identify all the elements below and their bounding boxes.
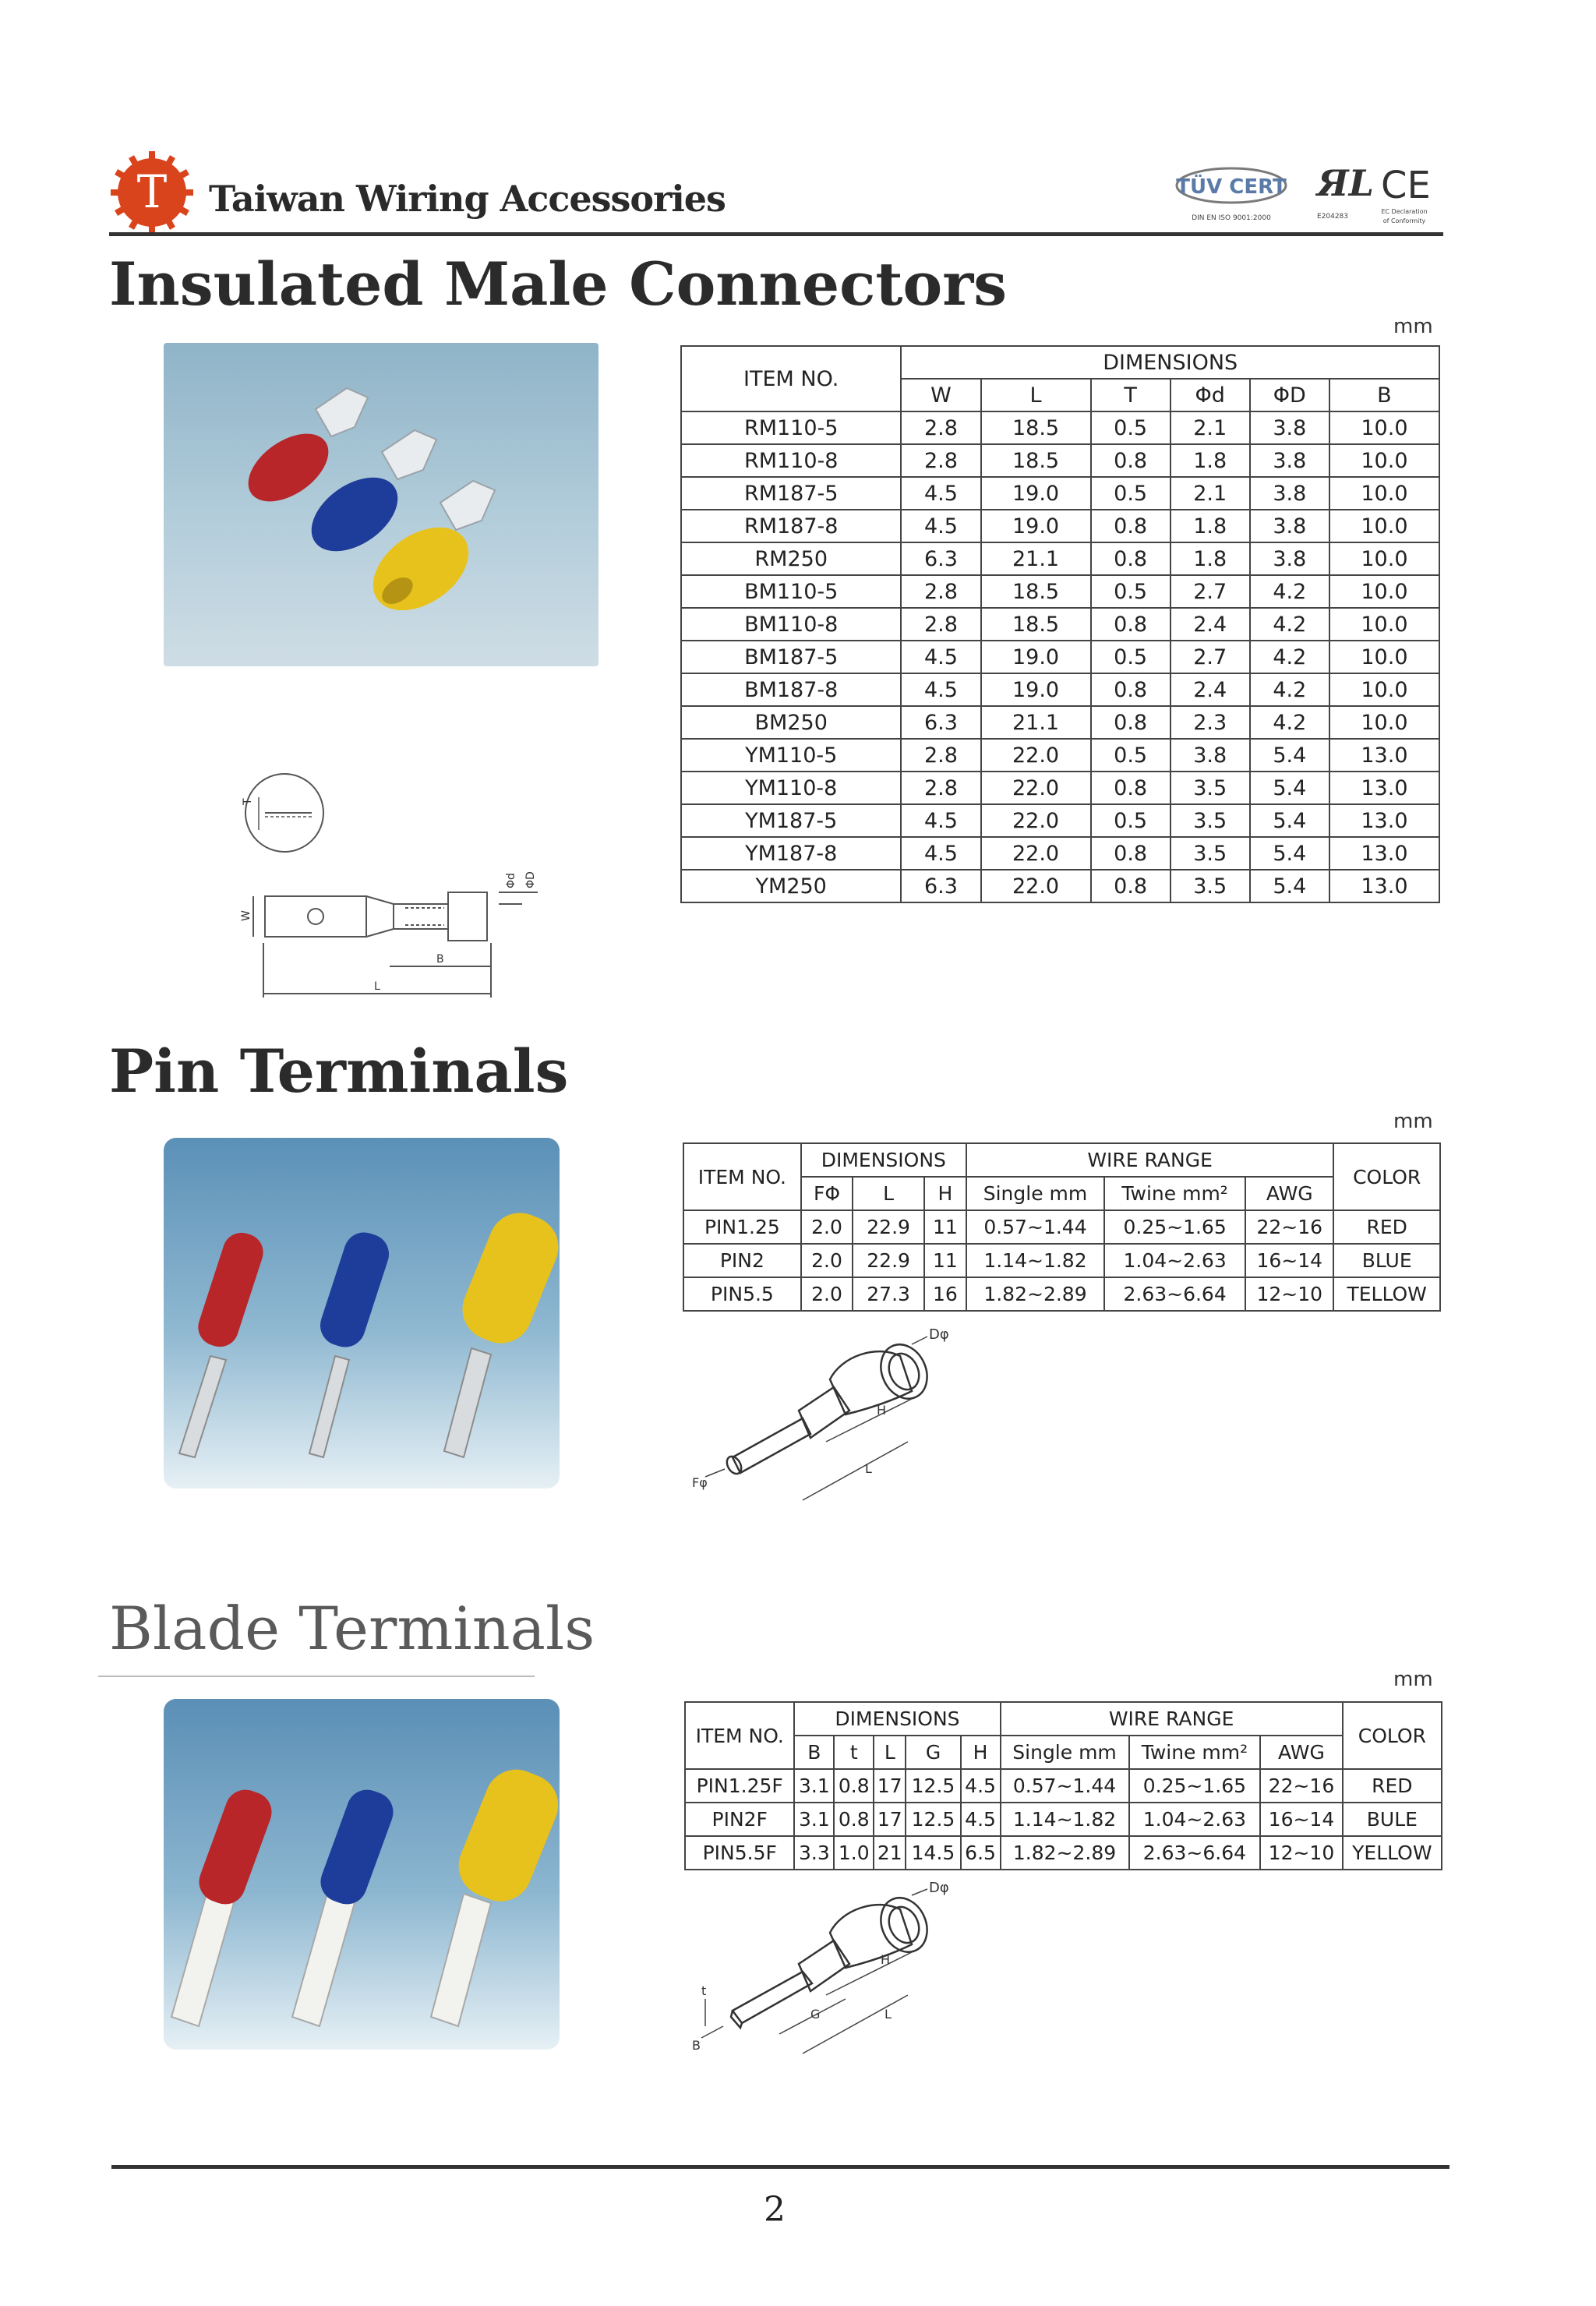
table-cell: 1.04~2.63 bbox=[1129, 1803, 1261, 1836]
table-cell: 22~16 bbox=[1260, 1769, 1342, 1803]
item-no-cell: BM110-5 bbox=[681, 575, 901, 608]
table-cell: 10.0 bbox=[1329, 608, 1439, 641]
table-row bbox=[685, 1803, 1442, 1836]
table-row bbox=[681, 772, 1439, 804]
svg-text:B: B bbox=[436, 953, 444, 966]
table-row bbox=[681, 673, 1439, 706]
table-cell: RED bbox=[1333, 1210, 1440, 1244]
brand-name: Taiwan Wiring Accessories bbox=[209, 178, 726, 220]
table-row bbox=[681, 542, 1439, 575]
table-cell: 2.0 bbox=[801, 1210, 853, 1244]
table-cell: 18.5 bbox=[981, 411, 1091, 444]
table-cell: 18.5 bbox=[981, 444, 1091, 477]
table-cell: 5.4 bbox=[1250, 870, 1329, 902]
blade-terminals-table bbox=[684, 1701, 1442, 1870]
svg-text:ΦD: ΦD bbox=[524, 871, 537, 888]
table-cell: 2.4 bbox=[1171, 673, 1250, 706]
item-no-cell: PIN2F bbox=[685, 1803, 794, 1836]
table-cell: 2.3 bbox=[1171, 706, 1250, 739]
table-cell: 6.3 bbox=[901, 870, 980, 902]
table-cell: 3.5 bbox=[1171, 870, 1250, 902]
col-header: Twine mm² bbox=[1104, 1177, 1245, 1210]
table-cell: 1.14~1.82 bbox=[966, 1244, 1104, 1277]
col-header: Twine mm² bbox=[1129, 1736, 1261, 1769]
item-no-cell: YM187-5 bbox=[681, 804, 901, 837]
table-cell: 1.8 bbox=[1171, 444, 1250, 477]
item-no-cell: PIN5.5 bbox=[683, 1277, 801, 1311]
svg-text:E204283: E204283 bbox=[1316, 213, 1349, 221]
table-cell: 2.0 bbox=[801, 1277, 853, 1311]
col-header: AWG bbox=[1245, 1177, 1333, 1210]
col-header: L bbox=[853, 1177, 924, 1210]
table-cell: 0.5 bbox=[1091, 804, 1171, 837]
table-cell: 2.1 bbox=[1171, 477, 1250, 510]
table-cell: 1.04~2.63 bbox=[1104, 1244, 1245, 1277]
table-row bbox=[683, 1210, 1440, 1244]
table-cell: 21.1 bbox=[981, 706, 1091, 739]
table-cell: 3.5 bbox=[1171, 837, 1250, 870]
item-no-cell: PIN2 bbox=[683, 1244, 801, 1277]
table-cell: 3.5 bbox=[1171, 804, 1250, 837]
col-header: ΦD bbox=[1250, 379, 1329, 411]
svg-text:L: L bbox=[374, 980, 380, 993]
table-cell: 19.0 bbox=[981, 477, 1091, 510]
table-cell: 11 bbox=[924, 1244, 966, 1277]
table-row bbox=[683, 1244, 1440, 1277]
item-no-header: ITEM NO. bbox=[681, 346, 901, 411]
table-cell: 4.5 bbox=[961, 1769, 1001, 1803]
wire-range-header: WIRE RANGE bbox=[1001, 1702, 1343, 1736]
svg-text:Dφ: Dφ bbox=[929, 1326, 949, 1343]
table-cell: 3.8 bbox=[1250, 444, 1329, 477]
table-row bbox=[681, 641, 1439, 673]
col-header: W bbox=[901, 379, 980, 411]
table-cell: 2.1 bbox=[1171, 411, 1250, 444]
svg-text:T: T bbox=[242, 798, 254, 805]
col-header: FΦ bbox=[801, 1177, 853, 1210]
table-cell: 16~14 bbox=[1260, 1803, 1342, 1836]
item-no-header: ITEM NO. bbox=[683, 1143, 801, 1210]
item-no-cell: PIN5.5F bbox=[685, 1836, 794, 1870]
table-cell: 1.8 bbox=[1171, 542, 1250, 575]
table-cell: 19.0 bbox=[981, 641, 1091, 673]
table-cell: 0.5 bbox=[1091, 411, 1171, 444]
table-cell: 14.5 bbox=[906, 1836, 960, 1870]
table-cell: 12.5 bbox=[906, 1803, 960, 1836]
blade-unit-label: mm bbox=[1393, 1668, 1433, 1691]
blade-terminals-photo bbox=[164, 1699, 560, 2050]
table-cell: 4.5 bbox=[901, 510, 980, 542]
table-cell: 1.82~2.89 bbox=[1001, 1836, 1129, 1870]
table-cell: 2.0 bbox=[801, 1244, 853, 1277]
svg-text:CE: CE bbox=[1381, 164, 1431, 207]
table-row bbox=[681, 411, 1439, 444]
item-no-cell: PIN1.25 bbox=[683, 1210, 801, 1244]
item-no-cell: RM187-5 bbox=[681, 477, 901, 510]
col-header: L bbox=[981, 379, 1091, 411]
table-cell: 2.8 bbox=[901, 444, 980, 477]
table-row bbox=[681, 804, 1439, 837]
blade-title-underline bbox=[98, 1676, 535, 1677]
table-row bbox=[685, 1769, 1442, 1803]
table-row bbox=[681, 837, 1439, 870]
table-cell: 13.0 bbox=[1329, 870, 1439, 902]
table-cell: YELLOW bbox=[1343, 1836, 1442, 1870]
item-no-cell: YM110-5 bbox=[681, 739, 901, 772]
table-cell: 16 bbox=[924, 1277, 966, 1311]
table-cell: 22.0 bbox=[981, 837, 1091, 870]
table-cell: 18.5 bbox=[981, 575, 1091, 608]
table-cell: 10.0 bbox=[1329, 477, 1439, 510]
table-cell: 0.8 bbox=[1091, 510, 1171, 542]
table-cell: 3.8 bbox=[1250, 510, 1329, 542]
table-cell: 5.4 bbox=[1250, 739, 1329, 772]
table-row bbox=[681, 739, 1439, 772]
table-cell: 0.5 bbox=[1091, 575, 1171, 608]
table-cell: 10.0 bbox=[1329, 444, 1439, 477]
ce-mark bbox=[1381, 164, 1431, 224]
pin-terminals-title: Pin Terminals bbox=[109, 1036, 569, 1106]
company-logo bbox=[109, 150, 195, 235]
ul-mark bbox=[1315, 162, 1374, 221]
table-cell: 22.0 bbox=[981, 772, 1091, 804]
table-cell: 0.8 bbox=[1091, 706, 1171, 739]
table-cell: 3.8 bbox=[1250, 477, 1329, 510]
table-cell: 3.3 bbox=[794, 1836, 834, 1870]
item-no-cell: BM187-8 bbox=[681, 673, 901, 706]
table-cell: 13.0 bbox=[1329, 772, 1439, 804]
table-cell: 1.8 bbox=[1171, 510, 1250, 542]
table-cell: 0.8 bbox=[834, 1769, 874, 1803]
svg-text:G: G bbox=[810, 2007, 821, 2022]
table-cell: 1.82~2.89 bbox=[966, 1277, 1104, 1311]
dimensions-header: DIMENSIONS bbox=[801, 1143, 966, 1177]
table-cell: 0.5 bbox=[1091, 739, 1171, 772]
table-cell: 0.8 bbox=[1091, 772, 1171, 804]
table-cell: 22.9 bbox=[853, 1210, 924, 1244]
table-cell: 0.8 bbox=[1091, 673, 1171, 706]
svg-text:t: t bbox=[701, 1983, 707, 1998]
table-cell: 16~14 bbox=[1245, 1244, 1333, 1277]
table-cell: 2.7 bbox=[1171, 641, 1250, 673]
item-no-cell: PIN1.25F bbox=[685, 1769, 794, 1803]
table-cell: 6.3 bbox=[901, 706, 980, 739]
table-cell: 21 bbox=[874, 1836, 906, 1870]
table-cell: 2.8 bbox=[901, 772, 980, 804]
svg-text:Φd: Φd bbox=[505, 873, 517, 888]
table-cell: 12~10 bbox=[1245, 1277, 1333, 1311]
table-cell: TELLOW bbox=[1333, 1277, 1440, 1311]
col-header: T bbox=[1091, 379, 1171, 411]
table-cell: 22.9 bbox=[853, 1244, 924, 1277]
col-header: B bbox=[794, 1736, 834, 1769]
pin-unit-label: mm bbox=[1393, 1110, 1433, 1133]
table-cell: 10.0 bbox=[1329, 706, 1439, 739]
table-cell: 18.5 bbox=[981, 608, 1091, 641]
pin-terminals-table bbox=[683, 1142, 1441, 1312]
table-cell: 22.0 bbox=[981, 870, 1091, 902]
table-cell: 4.2 bbox=[1250, 673, 1329, 706]
svg-text:TÜV CERT: TÜV CERT bbox=[1176, 175, 1287, 199]
table-row bbox=[681, 870, 1439, 902]
logo-letter: T bbox=[136, 165, 168, 218]
svg-text:Dφ: Dφ bbox=[929, 1880, 949, 1896]
tuv-cert-mark bbox=[1176, 168, 1287, 222]
svg-text:W: W bbox=[240, 910, 252, 921]
table-cell: 22~16 bbox=[1245, 1210, 1333, 1244]
col-header: Single mm bbox=[966, 1177, 1104, 1210]
table-cell: 2.8 bbox=[901, 739, 980, 772]
table-cell: 11 bbox=[924, 1210, 966, 1244]
header-rule bbox=[109, 232, 1443, 236]
table-cell: 4.5 bbox=[961, 1803, 1001, 1836]
col-header: t bbox=[834, 1736, 874, 1769]
item-no-cell: YM187-8 bbox=[681, 837, 901, 870]
table-cell: 13.0 bbox=[1329, 837, 1439, 870]
table-row bbox=[681, 575, 1439, 608]
svg-text:B: B bbox=[692, 2038, 701, 2053]
item-no-cell: RM187-8 bbox=[681, 510, 901, 542]
table-cell: 4.5 bbox=[901, 477, 980, 510]
dimensions-header: DIMENSIONS bbox=[794, 1702, 1000, 1736]
table-cell: 13.0 bbox=[1329, 804, 1439, 837]
table-cell: 2.63~6.64 bbox=[1129, 1836, 1261, 1870]
table-cell: 3.8 bbox=[1250, 542, 1329, 575]
footer-rule bbox=[111, 2165, 1449, 2169]
table-cell: 10.0 bbox=[1329, 411, 1439, 444]
col-header: Single mm bbox=[1001, 1736, 1129, 1769]
table-cell: 3.1 bbox=[794, 1769, 834, 1803]
table-cell: 3.1 bbox=[794, 1803, 834, 1836]
color-header: COLOR bbox=[1343, 1702, 1442, 1769]
svg-text:of Conformity: of Conformity bbox=[1382, 217, 1426, 224]
male-connectors-photo bbox=[164, 343, 598, 666]
table-row bbox=[681, 510, 1439, 542]
table-cell: 0.25~1.65 bbox=[1104, 1210, 1245, 1244]
table-cell: 10.0 bbox=[1329, 542, 1439, 575]
item-no-cell: RM110-5 bbox=[681, 411, 901, 444]
svg-text:Fφ: Fφ bbox=[692, 1475, 708, 1490]
item-no-cell: BM187-5 bbox=[681, 641, 901, 673]
table-cell: 0.8 bbox=[834, 1803, 874, 1836]
item-no-cell: YM110-8 bbox=[681, 772, 901, 804]
table-cell: 0.5 bbox=[1091, 477, 1171, 510]
item-no-cell: RM110-8 bbox=[681, 444, 901, 477]
table-cell: 22.0 bbox=[981, 739, 1091, 772]
table-cell: 4.2 bbox=[1250, 706, 1329, 739]
male-connectors-title: Insulated Male Connectors bbox=[109, 249, 1008, 319]
col-header: L bbox=[874, 1736, 906, 1769]
table-cell: 10.0 bbox=[1329, 510, 1439, 542]
table-cell: 17 bbox=[874, 1803, 906, 1836]
table-cell: 2.8 bbox=[901, 608, 980, 641]
table-cell: 19.0 bbox=[981, 673, 1091, 706]
table-cell: 10.0 bbox=[1329, 673, 1439, 706]
male-connectors-table bbox=[680, 345, 1440, 903]
col-header: Φd bbox=[1171, 379, 1250, 411]
dimensions-header: DIMENSIONS bbox=[901, 346, 1439, 379]
table-cell: 4.5 bbox=[901, 641, 980, 673]
svg-text:EC Declaration: EC Declaration bbox=[1381, 208, 1428, 215]
table-cell: 4.5 bbox=[901, 837, 980, 870]
table-cell: 1.14~1.82 bbox=[1001, 1803, 1129, 1836]
table-cell: 1.0 bbox=[834, 1836, 874, 1870]
table-cell: 4.5 bbox=[901, 804, 980, 837]
table-cell: 10.0 bbox=[1329, 575, 1439, 608]
table-cell: 12.5 bbox=[906, 1769, 960, 1803]
blade-terminal-diagram bbox=[686, 1878, 1013, 2065]
table-cell: 4.2 bbox=[1250, 575, 1329, 608]
svg-text:L: L bbox=[865, 1461, 872, 1476]
table-cell: RED bbox=[1343, 1769, 1442, 1803]
svg-text:DIN EN ISO 9001:2000: DIN EN ISO 9001:2000 bbox=[1192, 214, 1271, 222]
table-cell: 0.8 bbox=[1091, 870, 1171, 902]
table-cell: 2.63~6.64 bbox=[1104, 1277, 1245, 1311]
table-cell: 5.4 bbox=[1250, 772, 1329, 804]
table-row bbox=[681, 706, 1439, 739]
male-unit-label: mm bbox=[1393, 315, 1433, 338]
table-cell: 0.8 bbox=[1091, 837, 1171, 870]
pin-terminal-diagram bbox=[686, 1325, 1013, 1512]
table-cell: 2.4 bbox=[1171, 608, 1250, 641]
table-cell: 13.0 bbox=[1329, 739, 1439, 772]
col-header: H bbox=[961, 1736, 1001, 1769]
table-row bbox=[681, 477, 1439, 510]
table-cell: 27.3 bbox=[853, 1277, 924, 1311]
table-cell: 0.57~1.44 bbox=[966, 1210, 1104, 1244]
table-row bbox=[681, 444, 1439, 477]
table-cell: 0.57~1.44 bbox=[1001, 1769, 1129, 1803]
table-cell: 3.8 bbox=[1171, 739, 1250, 772]
svg-text:L: L bbox=[885, 2007, 892, 2022]
table-cell: 19.0 bbox=[981, 510, 1091, 542]
table-row bbox=[683, 1277, 1440, 1311]
table-cell: 2.8 bbox=[901, 411, 980, 444]
table-cell: 10.0 bbox=[1329, 641, 1439, 673]
color-header: COLOR bbox=[1333, 1143, 1440, 1210]
svg-text:H: H bbox=[881, 1952, 891, 1967]
male-cross-section-diagram bbox=[242, 768, 335, 861]
svg-text:H: H bbox=[877, 1403, 887, 1418]
table-cell: BLUE bbox=[1333, 1244, 1440, 1277]
pin-terminals-photo bbox=[164, 1138, 560, 1488]
table-row bbox=[685, 1836, 1442, 1870]
wire-range-header: WIRE RANGE bbox=[966, 1143, 1334, 1177]
table-cell: 4.5 bbox=[901, 673, 980, 706]
table-cell: 5.4 bbox=[1250, 804, 1329, 837]
page-number: 2 bbox=[764, 2190, 786, 2230]
col-header: AWG bbox=[1260, 1736, 1342, 1769]
item-no-cell: YM250 bbox=[681, 870, 901, 902]
table-cell: 21.1 bbox=[981, 542, 1091, 575]
table-cell: 0.8 bbox=[1091, 444, 1171, 477]
male-connector-dimension-diagram bbox=[242, 865, 561, 1005]
table-cell: 6.3 bbox=[901, 542, 980, 575]
table-cell: 0.5 bbox=[1091, 641, 1171, 673]
table-cell: 4.2 bbox=[1250, 608, 1329, 641]
svg-text:ЯL: ЯL bbox=[1317, 162, 1374, 204]
table-cell: 2.7 bbox=[1171, 575, 1250, 608]
col-header: H bbox=[924, 1177, 966, 1210]
table-cell: 0.8 bbox=[1091, 608, 1171, 641]
item-no-cell: BM110-8 bbox=[681, 608, 901, 641]
blade-terminals-title: Blade Terminals bbox=[109, 1594, 595, 1663]
col-header: B bbox=[1329, 379, 1439, 411]
table-cell: 0.25~1.65 bbox=[1129, 1769, 1261, 1803]
table-cell: 12~10 bbox=[1260, 1836, 1342, 1870]
table-cell: BULE bbox=[1343, 1803, 1442, 1836]
table-cell: 6.5 bbox=[961, 1836, 1001, 1870]
item-no-cell: BM250 bbox=[681, 706, 901, 739]
certification-marks bbox=[1177, 153, 1442, 231]
table-cell: 5.4 bbox=[1250, 837, 1329, 870]
table-cell: 3.5 bbox=[1171, 772, 1250, 804]
table-cell: 2.8 bbox=[901, 575, 980, 608]
table-cell: 22.0 bbox=[981, 804, 1091, 837]
item-no-header: ITEM NO. bbox=[685, 1702, 794, 1769]
table-cell: 0.8 bbox=[1091, 542, 1171, 575]
table-row bbox=[681, 608, 1439, 641]
table-cell: 3.8 bbox=[1250, 411, 1329, 444]
item-no-cell: RM250 bbox=[681, 542, 901, 575]
table-cell: 17 bbox=[874, 1769, 906, 1803]
table-cell: 4.2 bbox=[1250, 641, 1329, 673]
col-header: G bbox=[906, 1736, 960, 1769]
